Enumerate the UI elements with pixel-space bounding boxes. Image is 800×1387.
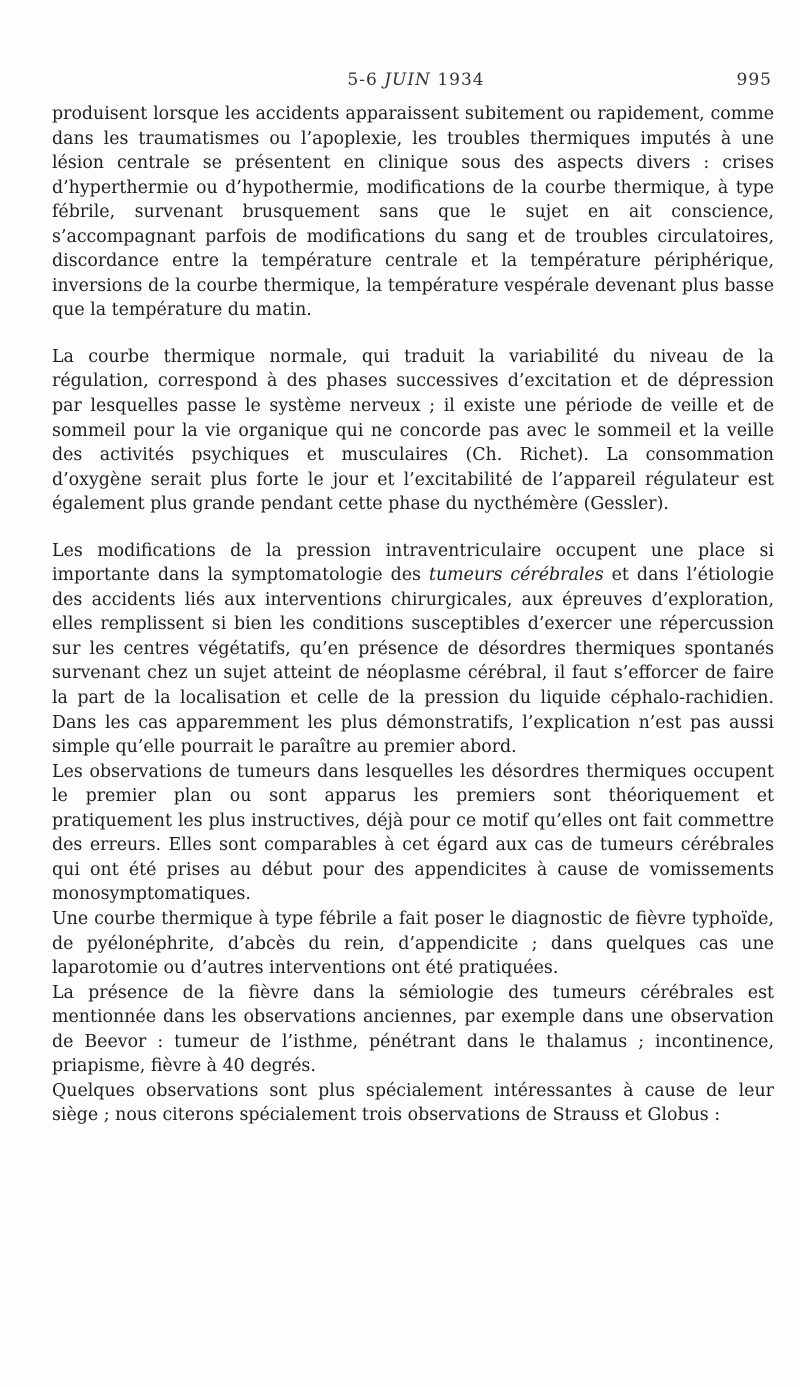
paragraph-gap <box>52 517 774 539</box>
paragraph-4: Les observations de tumeurs dans lesquelles les désordres thermiques occupent le premier plan ou sont apparus les premiers sont théoriquement et pratiquement les plus instructives, déjà pour ce motif qu’elles ont fait commettre des erreurs. Elles sont comparables à cet égard aux cas de tumeurs cérébrales qui ont été prises au début pour des appendicites à cause de vomissements monosymptomatiques. <box>52 761 774 905</box>
paragraph-7: Quelques observations sont plus spécialement intéressantes à cause de leur siège ; nous citerons spécialement trois observations de Strauss et Globus : <box>52 1080 774 1126</box>
paragraph-3-text-after: et dans l’étiologie des accidents liés aux interventions chirurgicales, aux épreuves d’exploration, elles remplissent si bien les conditions susceptibles d’exercer une répercussion sur les centres végétatifs, qu’en présence de désordres thermiques spontanés survenant chez un sujet atteint de néoplasme cérébral, il faut s’efforcer de faire la part de la localisation et celle de la pression du liquide céphalo-rachidien. Dans les cas apparemment les plus démonstratifs, l’explication n’est pas aussi simple qu’elle pourrait le paraître au premier abord. <box>52 565 774 758</box>
page-number: 995 <box>736 70 772 90</box>
paragraph-1: produisent lorsque les accidents apparaissent subitement ou rapidement, comme dans les traumatismes ou l’apoplexie, les troubles thermiques imputés à une lésion centrale se présentent en clinique sous des aspects divers : crises d’hyperthermie ou d’hypothermie, modifications de la courbe thermique, à type fébrile, survenant brusquement sans que le sujet en ait conscience, s’accompagnant parfois de modifications du sang et de troubles circulatoires, discordance entre la température centrale et la température périphérique, inversions de la courbe thermique, la température vespérale devenant plus basse que la température du matin. <box>52 104 774 321</box>
header-month: JUIN <box>384 70 431 90</box>
paragraph-gap <box>52 323 774 345</box>
paragraph-2: La courbe thermique normale, qui traduit la variabilité du niveau de la régulation, correspond à des phases successives d’excitation et de dépression par lesquelles passe le système nerveux ; il existe une période de veille et de sommeil pour la vie organique qui ne concorde pas avec le sommeil et la veille des activités psychiques et musculaires (Ch. Richet). La consommation d’oxygène serait plus forte le jour et l’excitabilité de l’appareil régulateur est également plus grande pendant cette phase du nycthémère (Gessler). <box>52 346 774 515</box>
header-year: 1934 <box>430 70 485 90</box>
paragraph-5: Une courbe thermique à type fébrile a fait poser le diagnostic de fièvre typhoïde, de pyélonéphrite, d’abcès du rein, d’appendicite ; dans quelques cas une laparotomie ou d’autres interventions ont été pratiquées. <box>52 908 774 979</box>
paragraph-3-text-before: Les modifications de la pression intraventriculaire occupent une place si importante dans la symptomatologie des <box>52 540 774 586</box>
paragraph-3-emphasis: tumeurs cérébrales <box>428 565 604 586</box>
header-date-prefix: 5-6 <box>347 70 385 90</box>
header-date <box>60 70 772 90</box>
running-header <box>60 70 772 94</box>
paragraph-6: La présence de la fièvre dans la sémiologie des tumeurs cérébrales est mentionnée dans les observations anciennes, par exemple dans une observation de Beevor : tumeur de l’isthme, pénétrant dans le thalamus ; incontinence, priapisme, fièvre à 40 degrés. <box>52 982 774 1077</box>
body-text <box>52 102 774 1128</box>
paragraph-3 <box>52 539 774 760</box>
